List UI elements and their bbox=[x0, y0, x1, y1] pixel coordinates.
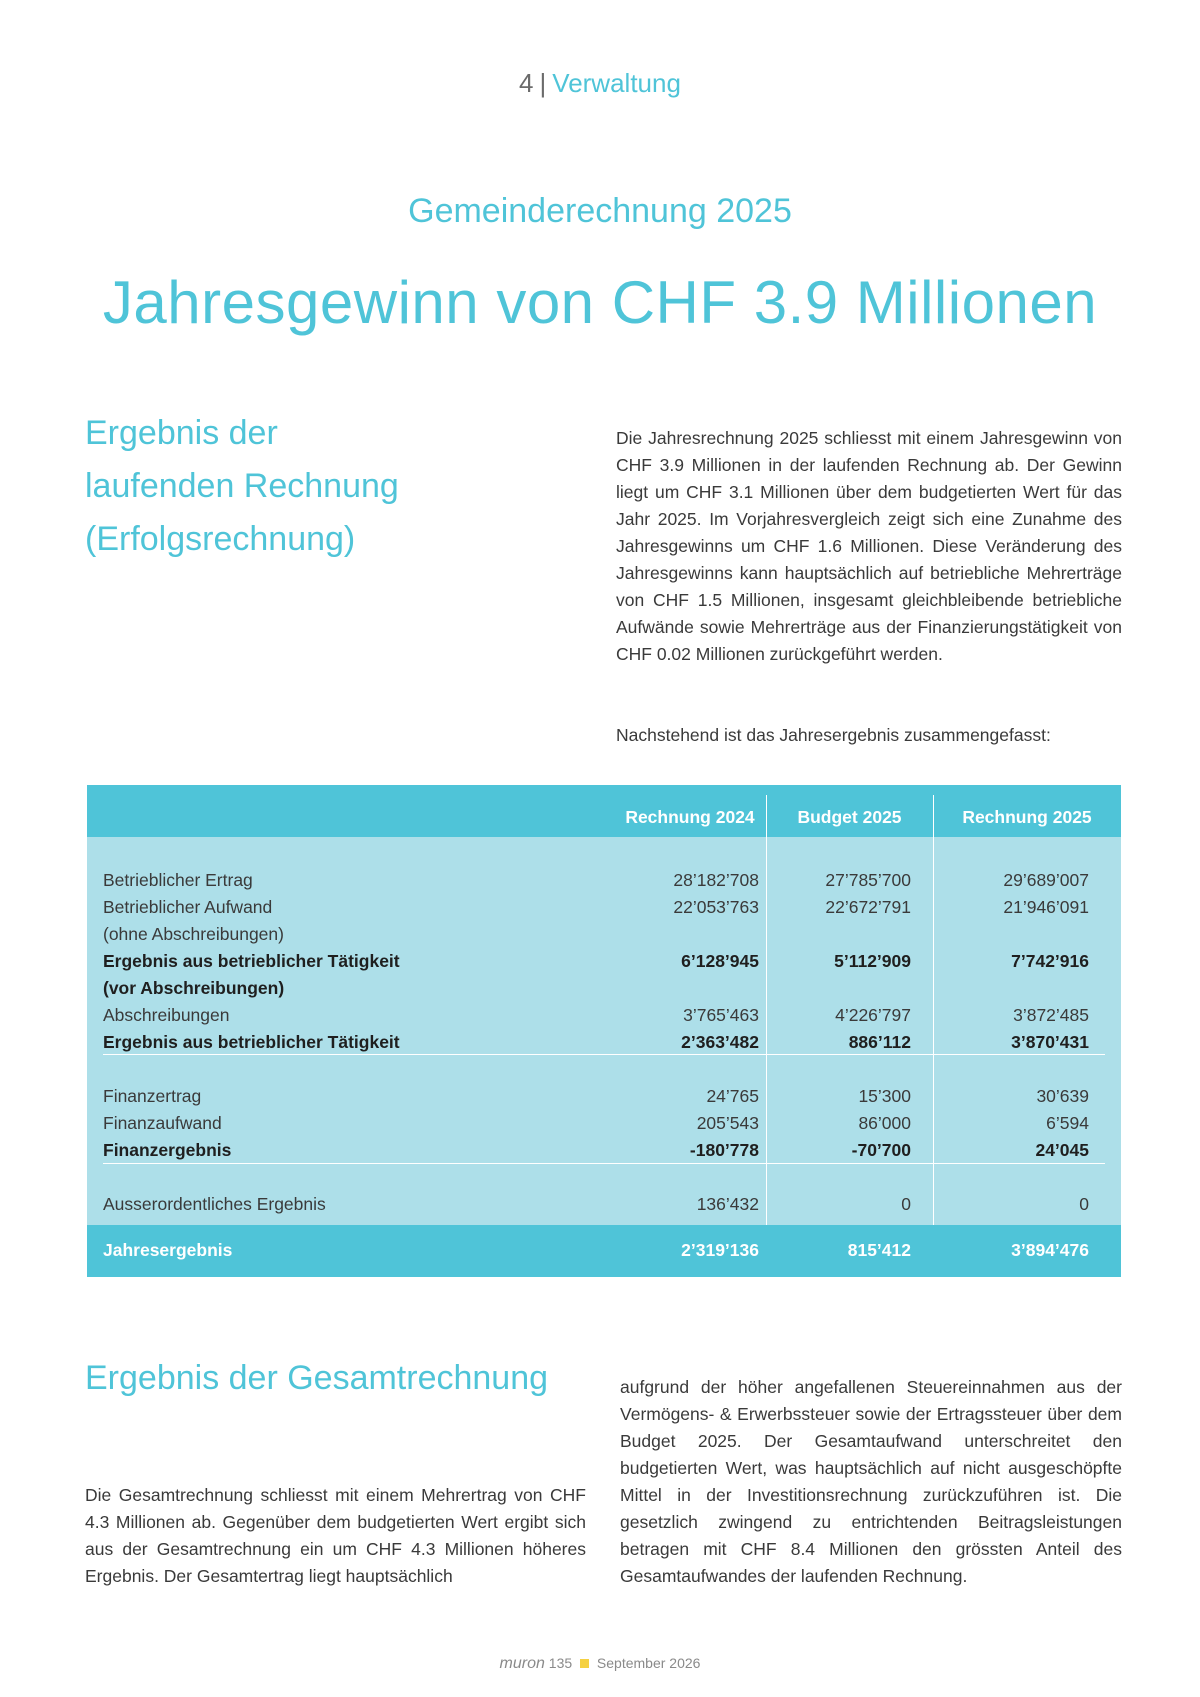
row-label: Ergebnis aus betrieblicher Tätigkeit bbox=[103, 1032, 400, 1052]
row-value-rechnung-2024: 6’128’945 bbox=[681, 951, 759, 971]
results-table bbox=[87, 785, 1121, 1277]
row-value-rechnung-2025: 21’946’091 bbox=[1003, 897, 1089, 917]
row-value-rechnung-2024: 3’765’463 bbox=[683, 1005, 759, 1025]
table-row bbox=[87, 948, 1121, 975]
row-value-rechnung-2024: 24’765 bbox=[706, 1086, 759, 1106]
header-separator: | bbox=[539, 68, 547, 98]
table-row bbox=[87, 894, 1121, 921]
row-value-budget-2025: 0 bbox=[901, 1194, 911, 1214]
section-heading-laufende-rechnung bbox=[85, 407, 399, 566]
table-header bbox=[87, 785, 1121, 837]
table-row bbox=[87, 867, 1121, 894]
table-row bbox=[87, 1083, 1121, 1110]
page-footer bbox=[0, 1655, 1200, 1673]
row-value-rechnung-2025: 3’870’431 bbox=[1011, 1032, 1089, 1052]
row-value-budget-2025: 886’112 bbox=[848, 1032, 911, 1052]
total-value-rechnung-2024: 2’319’136 bbox=[681, 1240, 759, 1260]
row-value-budget-2025: 4’226’797 bbox=[835, 1005, 911, 1025]
row-label: Ausserordentliches Ergebnis bbox=[103, 1194, 326, 1214]
table-row bbox=[87, 1191, 1121, 1218]
section-heading-gesamtrechnung: Ergebnis der Gesamtrechnung bbox=[85, 1359, 549, 1397]
table-lead-in: Nachstehend ist das Jahresergebnis zusammengefasst: bbox=[616, 725, 1051, 745]
heading-line: Ergebnis der bbox=[85, 414, 278, 452]
table-row bbox=[87, 1137, 1121, 1164]
row-value-budget-2025: 5’112’909 bbox=[834, 951, 911, 971]
row-value-rechnung-2025: 0 bbox=[1079, 1194, 1089, 1214]
row-label: (vor Abschreibungen) bbox=[103, 978, 285, 998]
gesamtrechnung-paragraph-left: Die Gesamtrechnung schliesst mit einem Mehrertrag von CHF 4.3 Millionen ab. Gegenüber dem budgetierten Wert ergibt sich aus der Gesamtrechnung ein um CHF 4.3 Millionen höheres Ergebnis. Der Gesamtertrag liegt hauptsächlich bbox=[85, 1485, 586, 1586]
row-label: Abschreibungen bbox=[103, 1005, 230, 1025]
footer-square-icon bbox=[580, 1659, 589, 1668]
heading-line: laufenden Rechnung bbox=[85, 467, 399, 505]
row-value-rechnung-2024: 2’363’482 bbox=[681, 1032, 759, 1052]
row-value-budget-2025: 86’000 bbox=[858, 1113, 911, 1133]
article-headline: Jahresgewinn von CHF 3.9 Millionen bbox=[102, 269, 1098, 336]
table-row bbox=[87, 921, 1121, 948]
intro-paragraph: Die Jahresrechnung 2025 schliesst mit einem Jahresgewinn von CHF 3.9 Millionen in der laufenden Rechnung ab. Der Gewinn liegt um CHF 3.1 Millionen über dem budgetierten Wert für das Jahr 2025. Im Vorjahresvergleich zeigt sich eine Zunahme des Jahresgewinns um CHF 1.6 Millionen. Diese Veränderung des Jahresgewinns kann hauptsächlich auf betriebliche Mehrerträge von CHF 1.5 Millionen, insgesamt gleichbleibende betriebliche Aufwände sowie Mehrerträge aus der Finanzierungstätigkeit von CHF 0.02 Millionen zurückgeführt werden. bbox=[616, 428, 1122, 664]
row-value-rechnung-2024: 136’432 bbox=[696, 1194, 759, 1214]
row-label: Ergebnis aus betrieblicher Tätigkeit bbox=[103, 951, 400, 971]
gesamtrechnung-paragraph-right: aufgrund der höher angefallenen Steuereinnahmen aus der Vermögens- & Erwerbssteuer sowie der Ertragssteuer über dem Budget 2025. Der Gesamtaufwand unterschreitet den budgetierten Wert, was hauptsächlich auf nicht ausgeschöpfte Mittel in der Investitionsrechnung zurückzuführen ist. Die gesetzlich zwingend zu entrichtenden Beitragsleistungen betragen mit CHF 8.4 Millionen den grössten Anteil des Gesamtaufwandes der laufenden Rechnung. bbox=[620, 1377, 1122, 1586]
issue-number: 135 bbox=[548, 1655, 573, 1671]
row-value-rechnung-2025: 29’689’007 bbox=[1003, 870, 1089, 890]
column-header-rechnung-2025: Rechnung 2025 bbox=[962, 807, 1092, 827]
row-value-rechnung-2025: 6’594 bbox=[1046, 1113, 1089, 1133]
row-value-rechnung-2024: 205’543 bbox=[696, 1113, 759, 1133]
table-total-row bbox=[87, 1225, 1121, 1277]
row-label: (ohne Abschreibungen) bbox=[103, 924, 284, 944]
column-header-budget-2025: Budget 2025 bbox=[797, 807, 902, 827]
row-value-rechnung-2025: 7’742’916 bbox=[1011, 951, 1089, 971]
row-value-rechnung-2024: 22’053’763 bbox=[673, 897, 759, 917]
row-label: Finanzertrag bbox=[103, 1086, 202, 1106]
row-divider bbox=[103, 1054, 1105, 1055]
column-header-rechnung-2024: Rechnung 2024 bbox=[625, 807, 755, 827]
row-value-rechnung-2024: 28’182’708 bbox=[673, 870, 759, 890]
running-header bbox=[0, 68, 1200, 99]
total-row bbox=[87, 1237, 1121, 1264]
issue-date: September 2026 bbox=[596, 1655, 701, 1671]
heading-line: (Erfolgsrechnung) bbox=[85, 520, 356, 558]
row-value-rechnung-2025: 24’045 bbox=[1035, 1140, 1089, 1160]
row-label: Finanzergebnis bbox=[103, 1140, 232, 1160]
table-row bbox=[87, 1110, 1121, 1137]
row-value-budget-2025: -70’700 bbox=[851, 1140, 911, 1160]
table-row bbox=[87, 975, 1121, 1002]
row-value-budget-2025: 15’300 bbox=[858, 1086, 911, 1106]
row-value-rechnung-2025: 30’639 bbox=[1036, 1086, 1089, 1106]
total-label: Jahresergebnis bbox=[103, 1240, 233, 1260]
row-value-budget-2025: 27’785’700 bbox=[825, 870, 911, 890]
row-value-rechnung-2025: 3’872’485 bbox=[1013, 1005, 1089, 1025]
total-value-budget-2025: 815’412 bbox=[847, 1240, 911, 1260]
page-number: 4 bbox=[519, 68, 534, 98]
article-kicker: Gemeinderechnung 2025 bbox=[408, 192, 792, 230]
row-label: Betrieblicher Aufwand bbox=[103, 897, 273, 917]
table-row bbox=[87, 1029, 1121, 1056]
row-label: Finanzaufwand bbox=[103, 1113, 222, 1133]
table-row bbox=[87, 1002, 1121, 1029]
row-divider bbox=[103, 1163, 1105, 1164]
section-name: Verwaltung bbox=[552, 68, 681, 98]
row-value-rechnung-2024: -180’778 bbox=[689, 1140, 759, 1160]
total-value-rechnung-2025: 3’894’476 bbox=[1011, 1240, 1089, 1260]
magazine-brand: muron bbox=[499, 1655, 545, 1672]
row-value-budget-2025: 22’672’791 bbox=[825, 897, 911, 917]
row-label: Betrieblicher Ertrag bbox=[103, 870, 253, 890]
